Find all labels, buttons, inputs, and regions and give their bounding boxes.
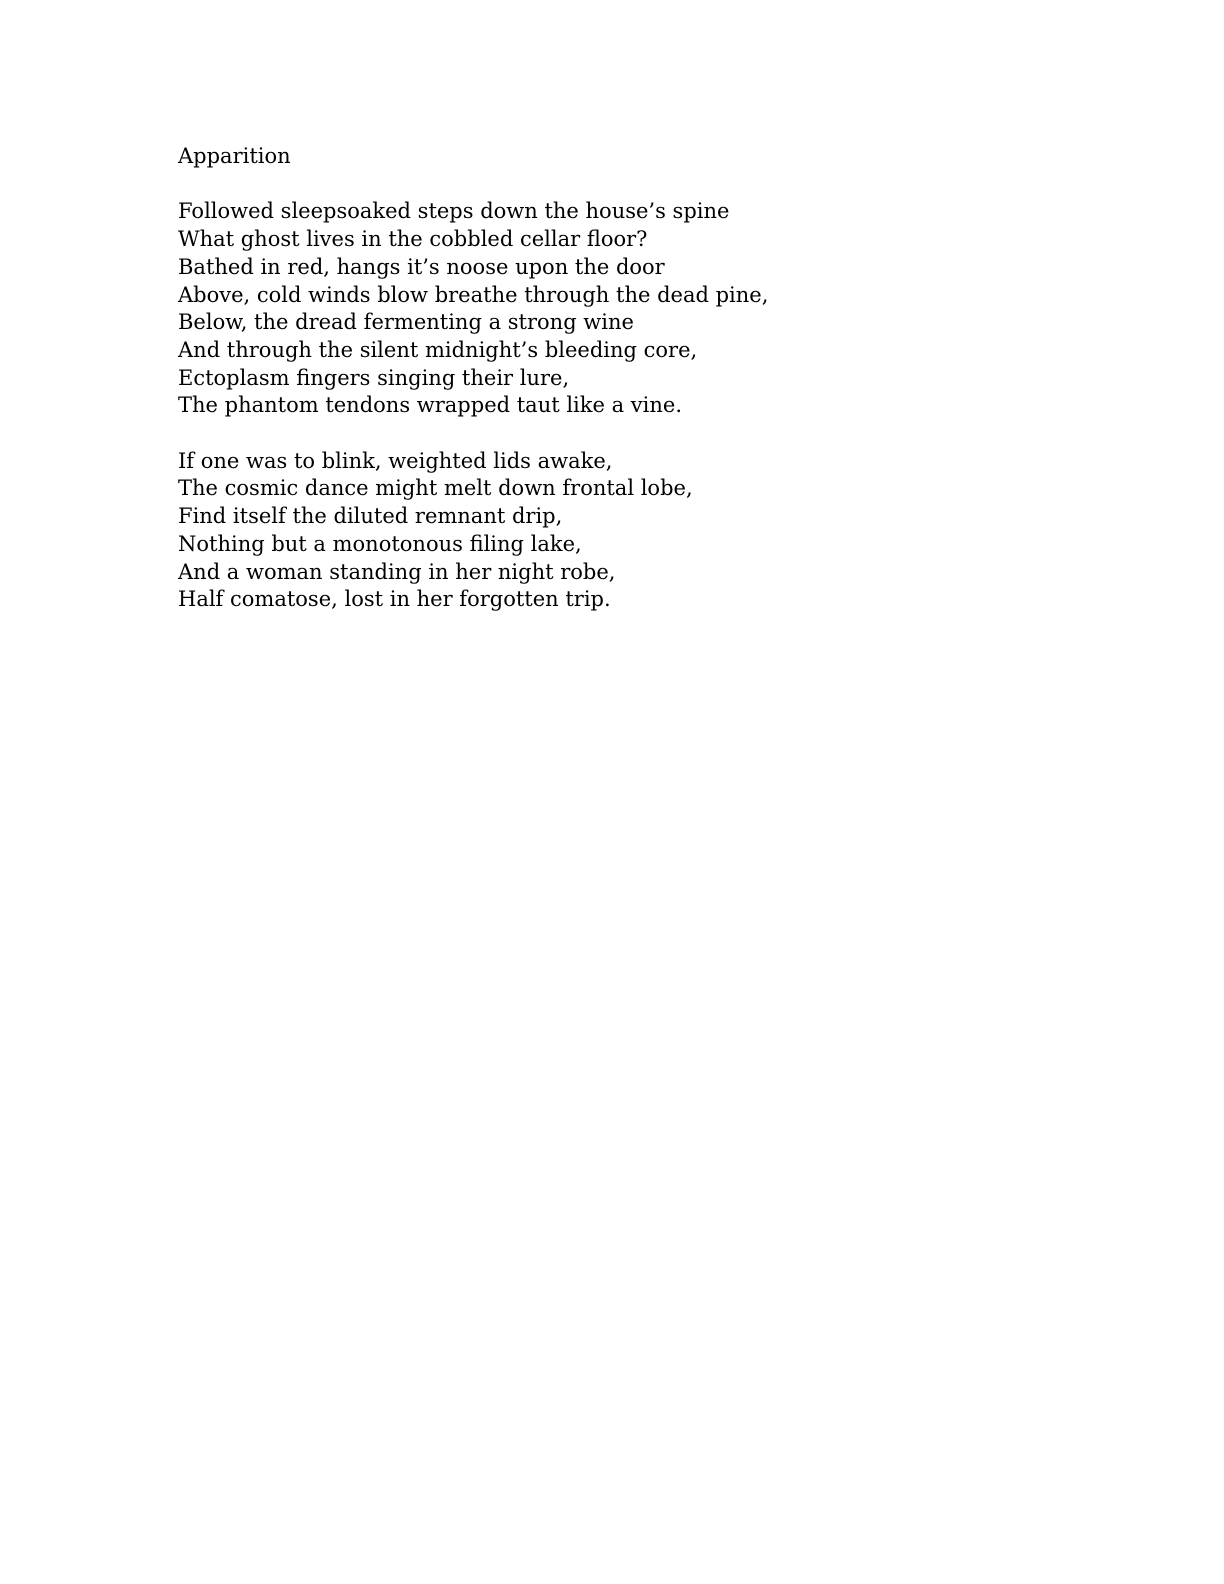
poem-line: What ghost lives in the cobbled cellar floor?	[178, 227, 648, 252]
poem-title: Apparition	[178, 144, 291, 168]
poem-line: And a woman standing in her night robe,	[178, 559, 616, 584]
poem	[178, 143, 978, 642]
stanza-1	[178, 198, 978, 420]
poem-line: The cosmic dance might melt down frontal lobe,	[178, 476, 693, 501]
poem-line: Above, cold winds blow breathe through the dead pine,	[178, 282, 769, 307]
poem-line: If one was to blink, weighted lids awake,	[178, 448, 613, 473]
poem-line: Nothing but a monotonous filing lake,	[178, 531, 582, 556]
poem-line: The phantom tendons wrapped taut like a vine.	[178, 393, 682, 418]
poem-line: Bathed in red, hangs it’s noose upon the door	[178, 254, 665, 279]
poem-line: Below, the dread fermenting a strong wine	[178, 310, 634, 335]
stanza-2	[178, 448, 978, 614]
poem-line: Ectoplasm fingers singing their lure,	[178, 365, 570, 390]
poem-line: Half comatose, lost in her forgotten trip.	[178, 587, 611, 612]
poem-line: Followed sleepsoaked steps down the house’s spine	[178, 199, 730, 224]
poem-line: And through the silent midnight’s bleeding core,	[178, 337, 698, 362]
poem-line: Find itself the diluted remnant drip,	[178, 504, 563, 529]
